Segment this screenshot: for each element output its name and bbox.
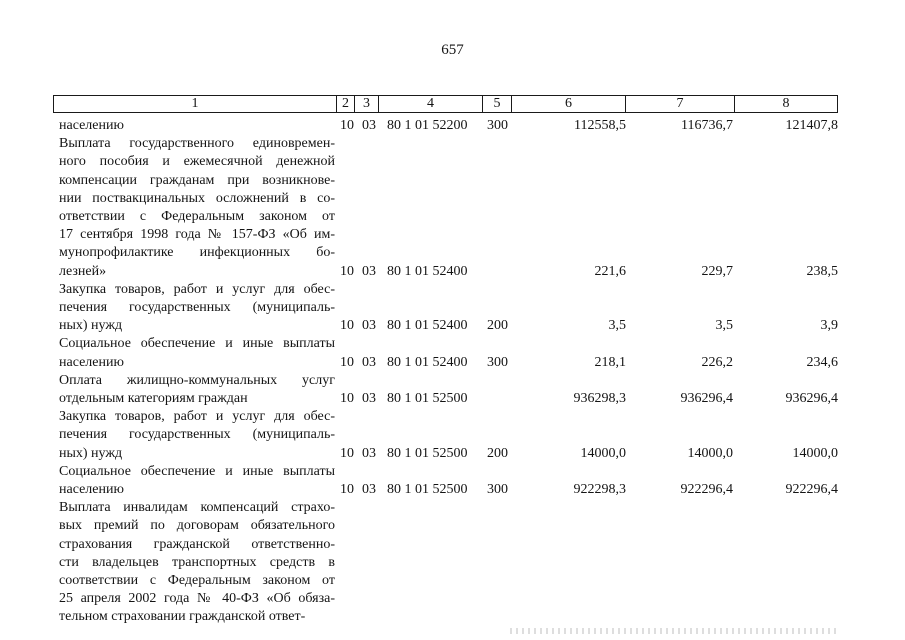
row-code-c5: 200 xyxy=(487,445,508,461)
row-code-c2: 10 xyxy=(340,482,354,497)
row-description-line: ответствии с Федеральным законом от xyxy=(59,209,335,224)
header-col-5: 5 xyxy=(493,96,501,111)
header-col-8: 8 xyxy=(782,96,790,111)
row-description-line: лезней» xyxy=(59,263,107,279)
row-description-line: Социальное обеспечение и иные выплаты xyxy=(59,463,335,479)
row-amount-c7: 14000,0 xyxy=(687,445,733,461)
header-col-7: 7 xyxy=(676,96,684,111)
row-code-c2: 10 xyxy=(340,118,354,133)
row-description-line: соответствии с Федеральным законом от xyxy=(59,573,335,588)
row-code-c3: 03 xyxy=(362,391,376,406)
row-description-line: Закупка товаров, работ и услуг для обес- xyxy=(59,409,335,425)
row-code-c4: 80 1 01 52400 xyxy=(387,354,468,370)
row-code-c5: 200 xyxy=(487,318,508,334)
row-code-c4: 80 1 01 52400 xyxy=(387,263,468,279)
row-description-line: Выплата инвалидам компенсаций страхо- xyxy=(59,500,335,516)
row-code-c3: 03 xyxy=(362,318,376,334)
row-code-c3: 03 xyxy=(362,118,376,133)
row-amount-c8: 922296,4 xyxy=(785,482,838,497)
row-description-line: Выплата государственного единовремен- xyxy=(59,136,335,152)
row-code-c3: 03 xyxy=(362,482,376,497)
row-description-line: Социальное обеспечение и иные выплаты xyxy=(59,336,335,352)
row-amount-c6: 3,5 xyxy=(608,318,626,334)
row-code-c5: 300 xyxy=(487,482,508,497)
row-code-c3: 03 xyxy=(362,263,376,279)
row-code-c2: 10 xyxy=(340,391,354,406)
row-description-line: мунопрофилактике инфекционных бо- xyxy=(59,245,335,261)
row-description-line: компенсации гражданам при возникнове- xyxy=(59,172,335,188)
header-col-2: 2 xyxy=(342,96,349,111)
row-amount-c8: 936296,4 xyxy=(785,391,838,406)
row-description-line: печения государственных (муниципаль- xyxy=(59,427,335,443)
table-header xyxy=(53,95,838,113)
row-amount-c6: 14000,0 xyxy=(580,445,626,461)
row-code-c4: 80 1 01 52500 xyxy=(387,445,468,461)
row-amount-c6: 922298,3 xyxy=(573,482,626,497)
row-code-c3: 03 xyxy=(362,354,376,370)
row-amount-c7: 936296,4 xyxy=(680,391,733,406)
header-col-6: 6 xyxy=(565,96,572,111)
header-col-4: 4 xyxy=(427,96,434,111)
row-amount-c6: 936298,3 xyxy=(573,391,626,406)
row-code-c4: 80 1 01 52400 xyxy=(387,318,468,334)
row-amount-c8: 3,9 xyxy=(820,318,838,334)
row-description-line: Оплата жилищно-коммунальных услуг xyxy=(59,372,335,388)
row-amount-c7: 3,5 xyxy=(715,318,733,334)
row-code-c3: 03 xyxy=(362,445,376,461)
row-amount-c8: 238,5 xyxy=(806,263,838,279)
row-amount-c8: 234,6 xyxy=(806,354,838,370)
row-description-line: 17 сентября 1998 года № 157-ФЗ «Об им- xyxy=(59,227,335,243)
row-amount-c7: 922296,4 xyxy=(680,482,733,497)
row-description-line: отдельным категориям граждан xyxy=(59,391,248,406)
row-description-line: населению xyxy=(59,354,124,370)
scan-artifact xyxy=(510,628,840,634)
row-amount-c7: 116736,7 xyxy=(681,118,733,133)
row-description-line: тельном страховании гражданской ответ- xyxy=(59,609,306,625)
row-code-c2: 10 xyxy=(340,445,354,461)
header-col-1: 1 xyxy=(191,96,199,111)
header-col-3: 3 xyxy=(363,96,370,111)
row-description-line: страхования гражданской ответственно- xyxy=(59,536,335,552)
row-description-line: печения государственных (муниципаль- xyxy=(59,300,335,315)
row-description-line: населению xyxy=(59,118,124,133)
row-description-line: ных) нужд xyxy=(59,318,123,334)
row-description-line: населению xyxy=(59,482,124,497)
row-description-line: ного пособия и ежемесячной денежной xyxy=(59,154,335,170)
row-code-c5: 300 xyxy=(487,118,508,133)
row-amount-c6: 221,6 xyxy=(594,263,626,279)
row-description-line: Закупка товаров, работ и услуг для обес- xyxy=(59,281,335,297)
row-code-c2: 10 xyxy=(340,354,354,370)
row-amount-c7: 229,7 xyxy=(701,263,733,279)
row-code-c2: 10 xyxy=(340,318,354,334)
page-number: 657 xyxy=(441,42,464,58)
row-description-line: ных) нужд xyxy=(59,445,123,461)
row-code-c4: 80 1 01 52500 xyxy=(387,391,468,406)
row-amount-c6: 218,1 xyxy=(594,354,626,370)
row-code-c2: 10 xyxy=(340,263,354,279)
row-amount-c7: 226,2 xyxy=(701,354,733,370)
row-code-c4: 80 1 01 52500 xyxy=(387,482,468,497)
row-description-line: вых премий по договорам обязательного xyxy=(59,518,335,534)
row-description-line: сти владельцев транспортных средств в xyxy=(59,554,335,570)
row-description-line: нии поствакцинальных осложнений в со- xyxy=(59,190,335,206)
row-code-c4: 80 1 01 52200 xyxy=(387,118,468,133)
row-amount-c8: 14000,0 xyxy=(792,445,838,461)
row-description-line: 25 апреля 2002 года № 40-ФЗ «Об обяза- xyxy=(59,591,335,607)
row-amount-c8: 121407,8 xyxy=(785,118,838,133)
row-amount-c6: 112558,5 xyxy=(574,118,626,133)
row-code-c5: 300 xyxy=(487,354,508,370)
